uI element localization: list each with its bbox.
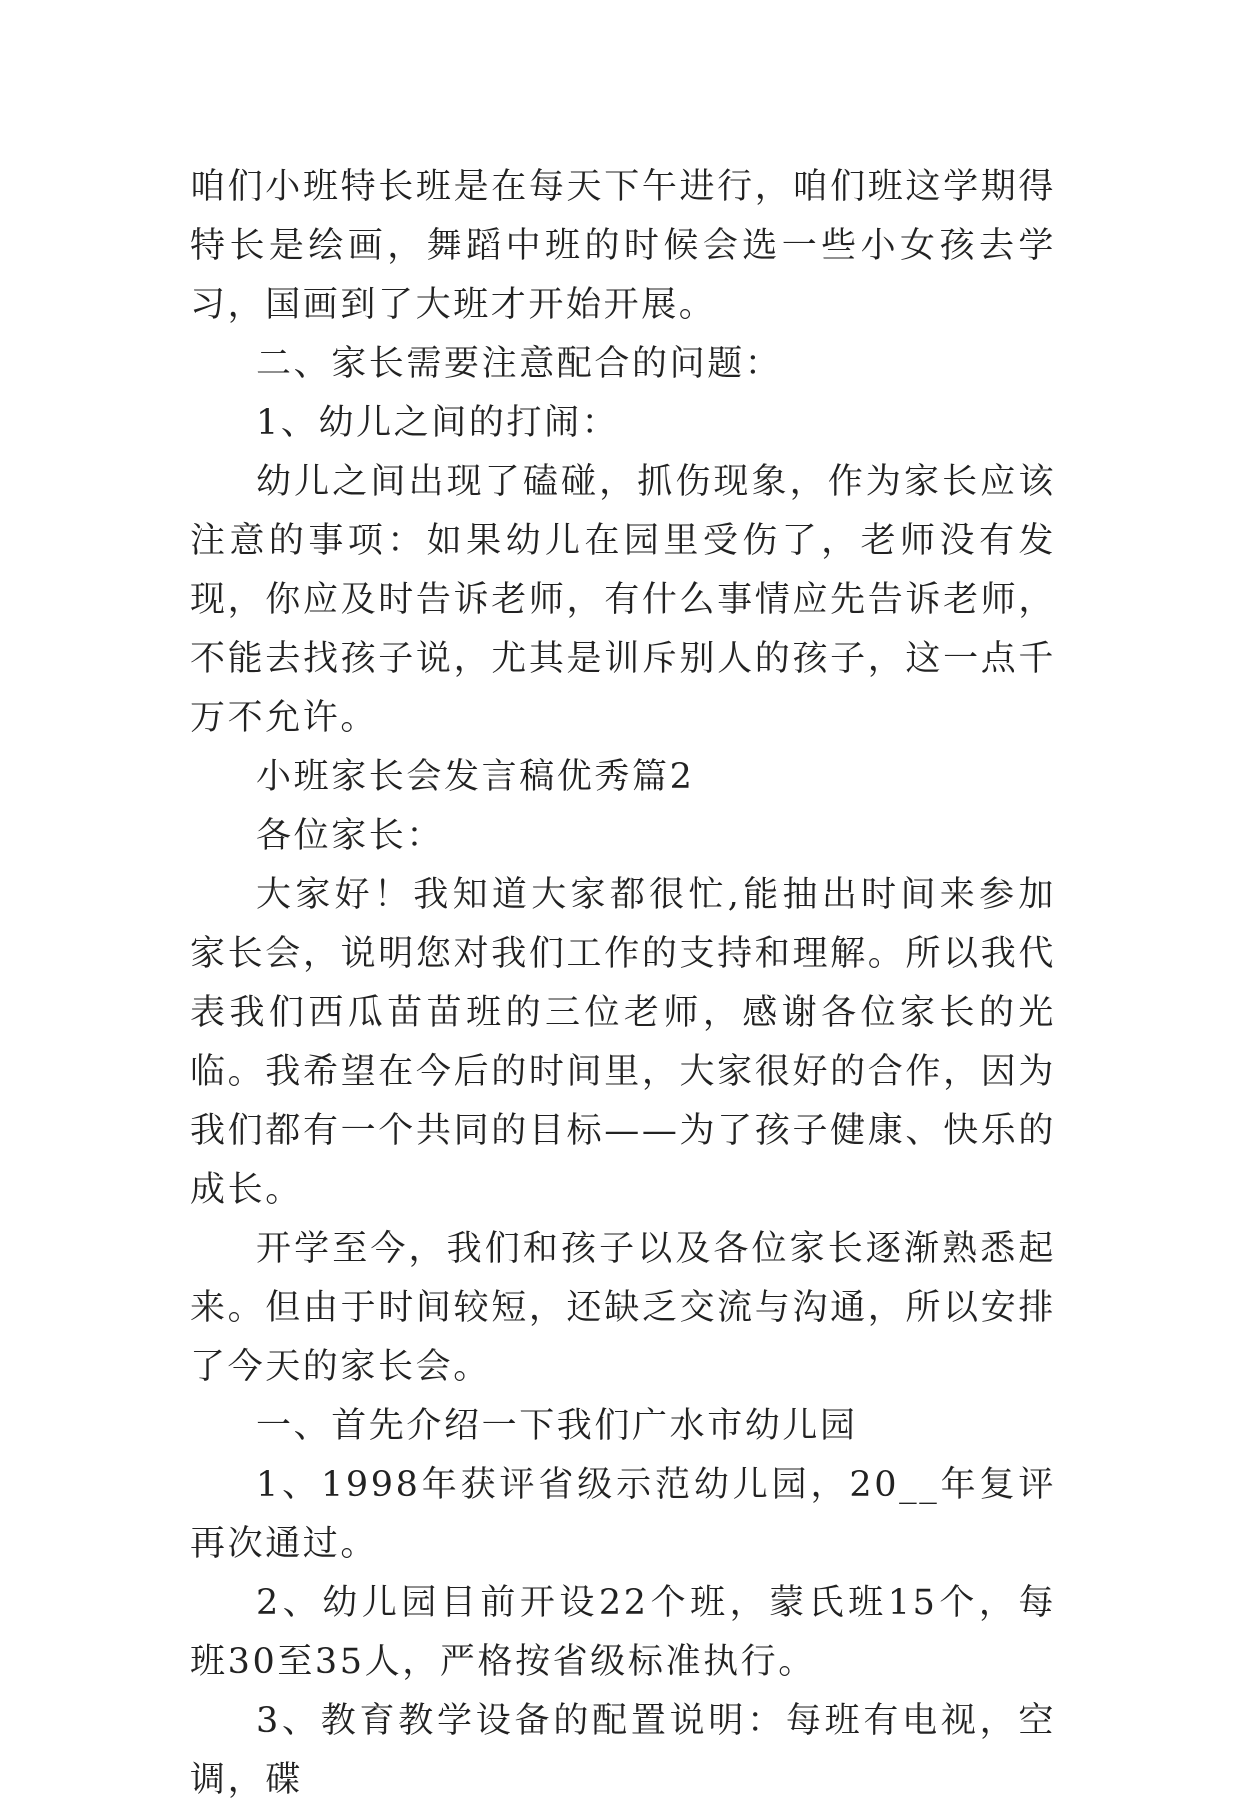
list-item-classes: 2、幼儿园目前开设22个班，蒙氏班15个，每班30至35人，严格按省级标准执行。 (190, 1583, 1056, 1682)
paragraph-meeting-purpose: 开学至今，我们和孩子以及各位家长逐渐熟悉起来。但由于时间较短，还缺乏交流与沟通，所以安排了今天的家长会。 (190, 1229, 1056, 1387)
article-title-part-2: 小班家长会发言稿优秀篇2 (256, 757, 695, 797)
list-item-equipment: 3、教育教学设备的配置说明：每班有电视，空调，碟 (190, 1701, 1056, 1800)
salutation: 各位家长： (256, 816, 445, 856)
section-heading-kindergarten-intro: 一、首先介绍一下我们广水市幼儿园 (256, 1406, 858, 1446)
paragraph-injury-notice: 幼儿之间出现了磕碰，抓伤现象，作为家长应该注意的事项：如果幼儿在园里受伤了，老师没有发现，你应及时告诉老师，有什么事情应先告诉老师，不能去找孩子说，尤其是训斥别人的孩子，这一点千万不允许。 (190, 462, 1056, 738)
paragraph-specialty-class: 咱们小班特长班是在每天下午进行，咱们班这学期得特长是绘画，舞蹈中班的时候会选一些小女孩去学习，国画到了大班才开始开展。 (190, 167, 1056, 325)
subheading-children-play: 1、幼儿之间的打闹： (256, 403, 620, 443)
paragraph-greeting: 大家好！我知道大家都很忙,能抽出时间来参加家长会，说明您对我们工作的支持和理解。所以我代表我们西瓜苗苗班的三位老师，感谢各位家长的光临。我希望在今后的时间里，大家很好的合作，因为我们都有一个共同的目标——为了孩子健康、快乐的成长。 (190, 875, 1056, 1210)
section-heading-parent-cooperation: 二、家长需要注意配合的问题： (256, 344, 783, 384)
list-item-award: 1、1998年获评省级示范幼儿园，20__年复评再次通过。 (190, 1465, 1056, 1564)
document-page (190, 158, 1056, 1810)
